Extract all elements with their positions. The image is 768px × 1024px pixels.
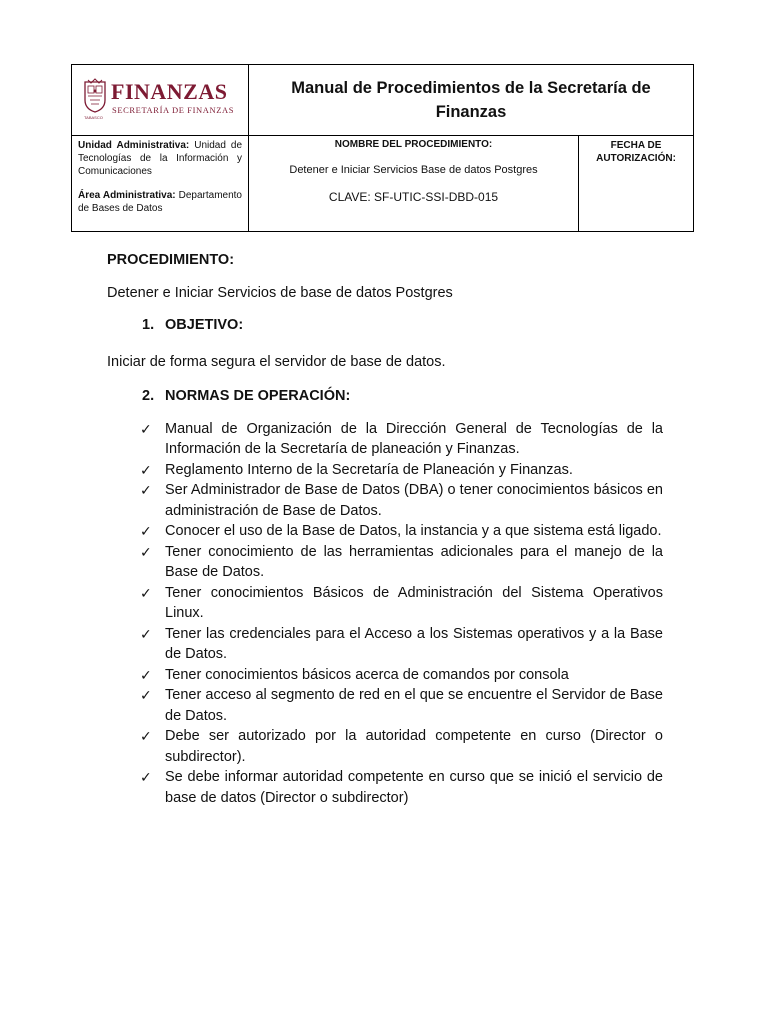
unit-value: Unidad de Tecnologías de la Información y Comunicaciones [78, 140, 243, 177]
list-item-text: Tener conocimientos básicos acerca de comandos por consola [165, 666, 569, 683]
document-title: Manual de Procedimientos de la Secretaría de Finanzas [249, 65, 693, 136]
list-item-text: Reglamento Interno de la Secretaría de Planeación y Finanzas. [165, 461, 573, 478]
section-number: 2. [142, 388, 155, 404]
list-item-text: Se debe informar autoridad competente en curso que se inició el servicio de base de datos (Director o subdirector) [165, 769, 663, 806]
procedure-text: Detener e Iniciar Servicios de base de datos Postgres [107, 284, 453, 301]
document-body [107, 250, 663, 808]
logo-state-text: TABASCO [84, 115, 103, 120]
norms-list [140, 419, 663, 809]
list-item [140, 480, 663, 521]
logo-subtitle-text: SECRETARÍA DE FINANZAS [112, 105, 235, 115]
list-item [140, 460, 663, 481]
authorization-date-cell [579, 136, 693, 231]
authorization-date-label: FECHA DE AUTORIZACIÓN: [596, 140, 676, 164]
list-item [140, 624, 663, 665]
list-item-text: Tener conocimientos Básicos de Administración del Sistema Operativos Linux. [165, 584, 663, 621]
checkmark-icon: ✓ [140, 461, 152, 478]
checkmark-icon: ✓ [140, 543, 152, 560]
area-value: Departamento de Bases de Datos [78, 190, 242, 214]
list-item [140, 685, 663, 726]
list-item [140, 726, 663, 767]
unit-cell [72, 136, 249, 231]
checkmark-icon: ✓ [140, 523, 152, 539]
procedure-name-label: NOMBRE DEL PROCEDIMIENTO: [334, 139, 493, 150]
list-item-text: Manual de Organización de la Dirección General de Tecnologías de la Información de la Secretaría de planeación y Finanzas. [165, 420, 663, 457]
checkmark-icon: ✓ [140, 420, 152, 437]
section-title: NORMAS DE OPERACIÓN: [165, 388, 351, 404]
checkmark-icon: ✓ [140, 666, 152, 683]
area-block [78, 189, 242, 215]
section-objective-heading [142, 315, 663, 336]
procedure-key: CLAVE: SF-UTIC-SSI-DBD-015 [328, 190, 499, 204]
checkmark-icon: ✓ [140, 687, 152, 703]
list-item [140, 419, 663, 460]
section-number: 1. [142, 317, 155, 333]
list-item [140, 767, 663, 808]
finanzas-logo [82, 78, 242, 124]
procedure-heading: PROCEDIMIENTO: [107, 252, 235, 268]
procedure-cell [249, 136, 579, 231]
checkmark-icon: ✓ [140, 584, 152, 601]
area-label: Área Administrativa: [78, 190, 176, 201]
list-item [140, 521, 663, 542]
logo-brand-text: FINANZAS [111, 79, 228, 104]
list-item-text: Debe ser autorizado por la autoridad competente en curso (Director o subdirector). [165, 728, 663, 765]
checkmark-icon: ✓ [140, 482, 152, 498]
list-item [140, 583, 663, 624]
list-item-text: Tener las credenciales para el Acceso a los Sistemas operativos y a la Base de Datos. [165, 625, 663, 662]
unit-block [78, 139, 242, 178]
coat-of-arms-icon [82, 78, 108, 114]
unit-label: Unidad Administrativa: [78, 140, 190, 151]
list-item [140, 542, 663, 583]
list-item [140, 665, 663, 686]
objective-text: Iniciar de forma segura el servidor de base de datos. [107, 353, 446, 370]
checkmark-icon: ✓ [140, 625, 152, 642]
checkmark-icon: ✓ [140, 728, 152, 744]
list-item-text: Ser Administrador de Base de Datos (DBA) o tener conocimientos básicos en administración de Base de Datos. [165, 482, 663, 519]
list-item-text: Tener conocimiento de las herramientas adicionales para el manejo de la Base de Datos. [165, 543, 663, 580]
procedure-name: Detener e Iniciar Servicios Base de datos Postgres [289, 164, 538, 176]
list-item-text: Tener acceso al segmento de red en el que se encuentre el Servidor de Base de Datos. [165, 687, 663, 724]
list-item-text: Conocer el uso de la Base de Datos, la instancia y a que sistema está ligado. [165, 523, 662, 539]
logo-cell [72, 65, 249, 136]
section-title: OBJETIVO: [165, 317, 244, 333]
header-table [71, 64, 694, 232]
checkmark-icon: ✓ [140, 769, 152, 785]
section-norms-heading [142, 386, 663, 407]
